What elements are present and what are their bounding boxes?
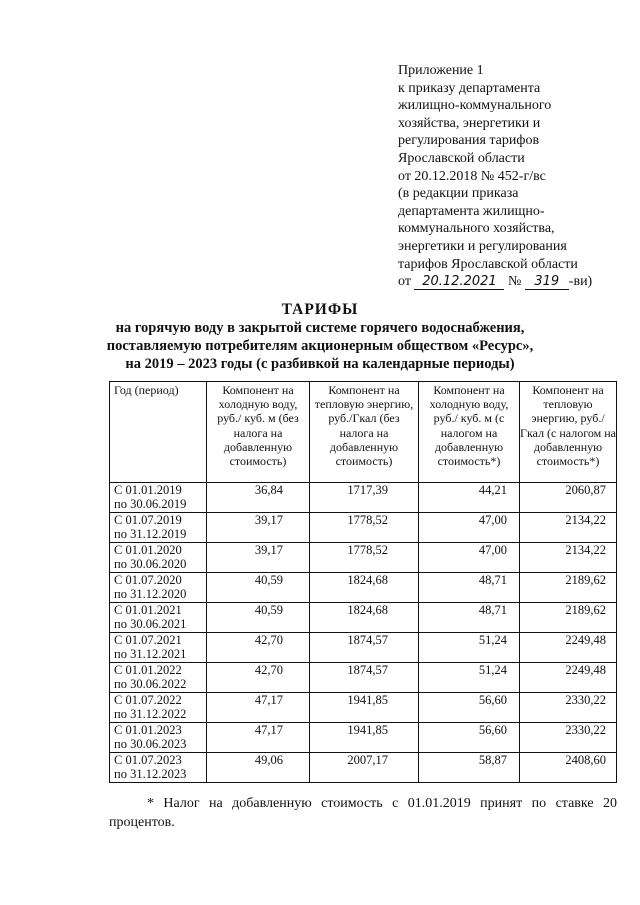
period-from: С 01.07.2022: [114, 693, 182, 707]
heat-no-vat-cell: 2007,17: [310, 753, 419, 783]
heat-no-vat-cell: 1824,68: [310, 603, 419, 633]
heat-vat-cell: 2330,22: [520, 723, 617, 753]
period-from: С 01.01.2019: [114, 483, 182, 497]
heat-vat-cell: 2249,48: [520, 633, 617, 663]
cold-water-no-vat-cell: 39,17: [207, 513, 310, 543]
period-to: по 30.06.2021: [114, 617, 187, 631]
period-from: С 01.07.2019: [114, 513, 182, 527]
cold-water-no-vat-cell: 40,59: [207, 573, 310, 603]
table-row: [110, 753, 617, 783]
table-row: [110, 483, 617, 513]
cold-water-no-vat-cell: 47,17: [207, 723, 310, 753]
heat-no-vat-cell: 1778,52: [310, 513, 419, 543]
appendix-line: Ярославской области: [398, 150, 525, 166]
heat-vat-cell: 2189,62: [520, 603, 617, 633]
cold-water-no-vat-cell: 42,70: [207, 633, 310, 663]
period-to: по 30.06.2019: [114, 497, 187, 511]
period-cell: [110, 663, 207, 693]
cold-water-vat-cell: 56,60: [419, 693, 520, 723]
header-heat-vat: Компонент на тепловую энергию, руб./Гкал (с налогом на добавленную стоимость*): [520, 382, 617, 483]
heat-vat-cell: 2189,62: [520, 573, 617, 603]
handwritten-date: 20.12.2021: [414, 274, 504, 290]
period-cell: [110, 543, 207, 573]
cold-water-vat-cell: 44,21: [419, 483, 520, 513]
cold-water-vat-cell: 51,24: [419, 633, 520, 663]
table-row: [110, 663, 617, 693]
period-to: по 30.06.2023: [114, 737, 187, 751]
table-row: [110, 543, 617, 573]
period-to: по 31.12.2023: [114, 767, 187, 781]
appendix-line: (в редакции приказа: [398, 186, 519, 202]
header-heat-no-vat: Компонент на тепловую энергию, руб./Гкал (без налога на добавленную стоимость): [310, 382, 419, 483]
period-from: С 01.07.2020: [114, 573, 182, 587]
table-row: [110, 693, 617, 723]
heat-vat-cell: 2060,87: [520, 483, 617, 513]
period-to: по 31.12.2020: [114, 587, 187, 601]
table-row: [110, 723, 617, 753]
appendix-line: хозяйства, энергетики и: [398, 115, 541, 131]
vat-footnote: * Налог на добавленную стоимость с 01.01.2019 принят по ставке 20 процентов.: [109, 796, 617, 830]
period-from: С 01.01.2022: [114, 663, 182, 677]
appendix-line: жилищно-коммунального: [398, 98, 552, 114]
appendix-line: департамента жилищно-: [398, 203, 545, 219]
heat-vat-cell: 2249,48: [520, 663, 617, 693]
heat-no-vat-cell: 1824,68: [310, 573, 419, 603]
appendix-header: [398, 62, 634, 291]
cold-water-vat-cell: 56,60: [419, 723, 520, 753]
heat-no-vat-cell: 1717,39: [310, 483, 419, 513]
cold-water-vat-cell: 58,87: [419, 753, 520, 783]
heat-vat-cell: 2408,60: [520, 753, 617, 783]
heat-no-vat-cell: 1941,85: [310, 693, 419, 723]
cold-water-no-vat-cell: 40,59: [207, 603, 310, 633]
period-cell: [110, 693, 207, 723]
title-line: на 2019 – 2023 годы (с разбивкой на календарные периоды): [125, 356, 515, 372]
cold-water-vat-cell: 47,00: [419, 513, 520, 543]
number-sign: №: [507, 274, 522, 290]
cold-water-vat-cell: 47,00: [419, 543, 520, 573]
table-row: [110, 603, 617, 633]
header-cold-water-no-vat: Компонент на холодную воду, руб./ куб. м (без налога на добавленную стоимость): [207, 382, 310, 483]
period-cell: [110, 753, 207, 783]
cold-water-no-vat-cell: 42,70: [207, 663, 310, 693]
period-to: по 30.06.2022: [114, 677, 187, 691]
heat-no-vat-cell: 1874,57: [310, 663, 419, 693]
heat-vat-cell: 2134,22: [520, 543, 617, 573]
cold-water-no-vat-cell: 39,17: [207, 543, 310, 573]
appendix-line: к приказу департамента: [398, 80, 541, 96]
order-prefix: от: [398, 274, 411, 290]
period-cell: [110, 513, 207, 543]
cold-water-vat-cell: 48,71: [419, 603, 520, 633]
period-from: С 01.07.2021: [114, 633, 182, 647]
tariffs-table: [109, 381, 617, 783]
period-to: по 31.12.2021: [114, 647, 187, 661]
period-cell: [110, 723, 207, 753]
cold-water-vat-cell: 48,71: [419, 573, 520, 603]
appendix-line: тарифов Ярославской области: [398, 256, 578, 272]
heat-no-vat-cell: 1874,57: [310, 633, 419, 663]
period-cell: [110, 633, 207, 663]
heat-no-vat-cell: 1941,85: [310, 723, 419, 753]
heat-no-vat-cell: 1778,52: [310, 543, 419, 573]
document-title: [0, 300, 640, 373]
table-header-row: [110, 382, 617, 483]
period-from: С 01.01.2021: [114, 603, 182, 617]
period-cell: [110, 573, 207, 603]
appendix-line: от 20.12.2018 № 452-г/вс: [398, 168, 546, 184]
period-from: С 01.01.2020: [114, 543, 182, 557]
cold-water-no-vat-cell: 36,84: [207, 483, 310, 513]
cold-water-no-vat-cell: 49,06: [207, 753, 310, 783]
appendix-order-line: [398, 273, 634, 291]
title-main: ТАРИФЫ: [281, 301, 359, 318]
appendix-line: энергетики и регулирования: [398, 238, 567, 254]
table-row: [110, 513, 617, 543]
period-from: С 01.01.2023: [114, 723, 182, 737]
title-line: поставляемую потребителям акционерным обществом «Ресурс»,: [106, 338, 534, 354]
heat-vat-cell: 2134,22: [520, 513, 617, 543]
period-from: С 01.07.2023: [114, 753, 182, 767]
header-period: Год (период): [110, 382, 207, 483]
table-row: [110, 573, 617, 603]
period-cell: [110, 603, 207, 633]
handwritten-number: 319: [525, 274, 569, 290]
period-to: по 30.06.2020: [114, 557, 187, 571]
cold-water-no-vat-cell: 47,17: [207, 693, 310, 723]
appendix-line: коммунального хозяйства,: [398, 221, 555, 237]
title-line: на горячую воду в закрытой системе горячего водоснабжения,: [115, 320, 525, 336]
appendix-line: Приложение 1: [398, 63, 484, 78]
period-to: по 31.12.2022: [114, 707, 187, 721]
heat-vat-cell: 2330,22: [520, 693, 617, 723]
period-to: по 31.12.2019: [114, 527, 187, 541]
appendix-line: регулирования тарифов: [398, 133, 540, 149]
table-row: [110, 633, 617, 663]
order-suffix: -ви): [568, 274, 593, 290]
header-cold-water-vat: Компонент на холодную воду, руб./ куб. м (с налогом на добавленную стоимость*): [419, 382, 520, 483]
period-cell: [110, 483, 207, 513]
cold-water-vat-cell: 51,24: [419, 663, 520, 693]
